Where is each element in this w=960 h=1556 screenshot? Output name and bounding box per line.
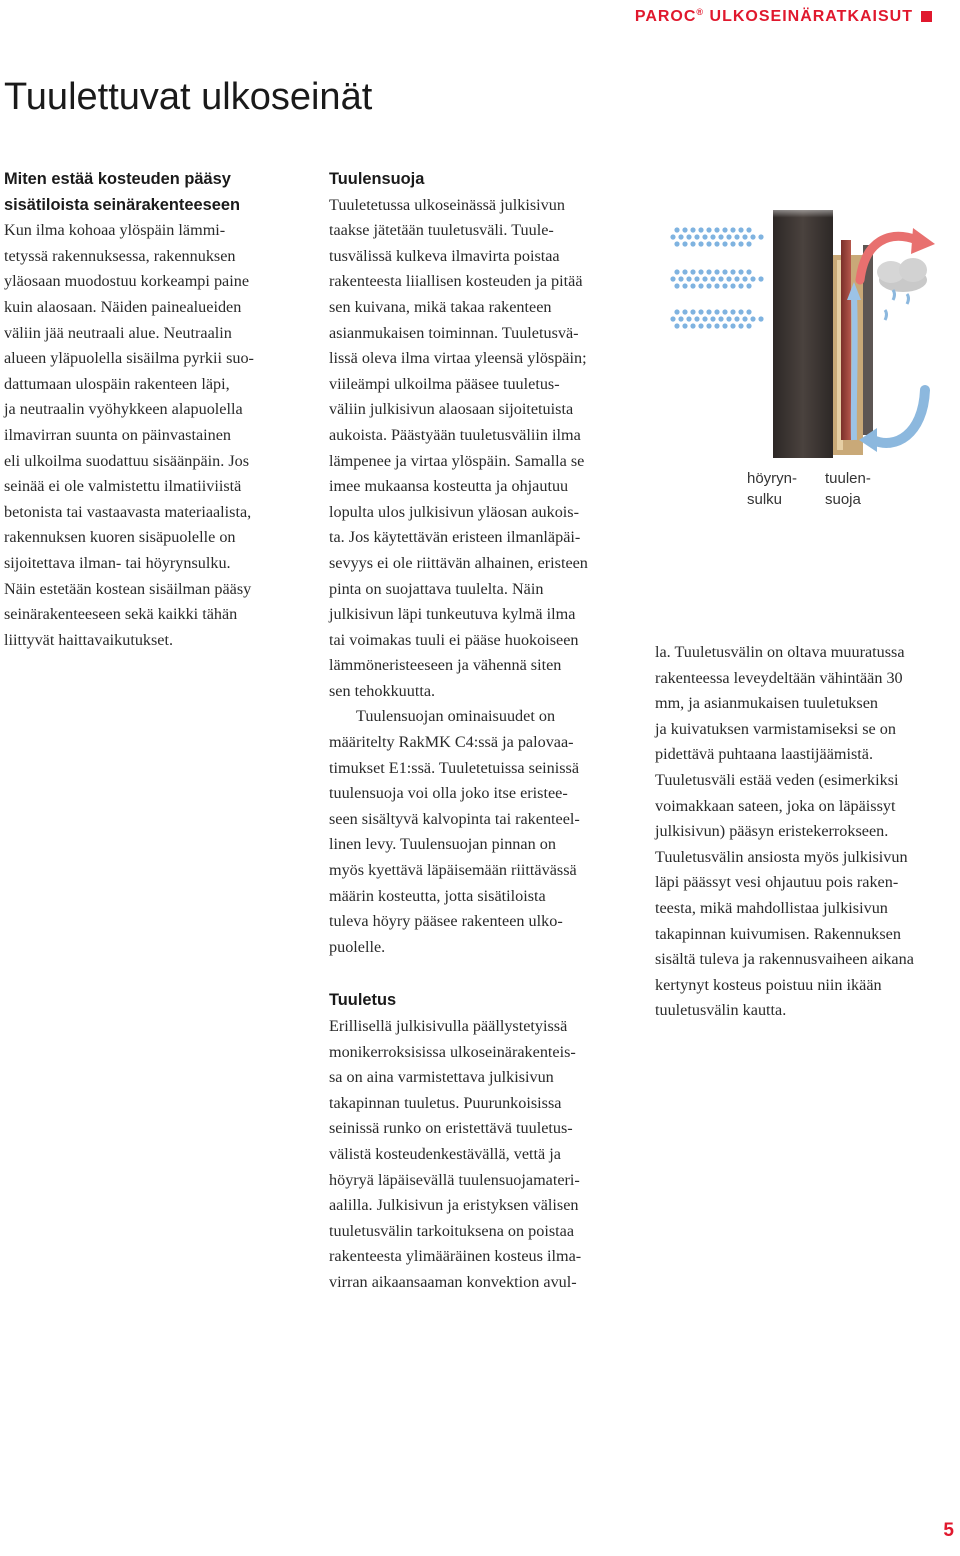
text-line: mm, ja asianmukaisen tuuletuksen	[655, 694, 878, 713]
section-heading-line-2: sisätiloista seinärakenteeseen	[4, 195, 240, 214]
text-line: virran aikaansaaman konvektion avul-	[329, 1272, 577, 1291]
text-line: myös kyettävä läpäisemään riittävässä	[329, 861, 577, 880]
text-line: timukset E1:ssä. Tuuletetuissa seinissä	[329, 758, 580, 777]
text-line: asianmukaisen toiminnan. Tuuletusvä-	[329, 323, 579, 342]
column-2	[329, 167, 629, 1296]
tuuletus-paragraph	[329, 1014, 629, 1296]
text-line: imee mukaansa kosteutta ja ohjautuu	[329, 477, 569, 496]
text-line: dattumaan ulospäin rakenteen läpi,	[4, 374, 230, 393]
text-line: lämmöneristeeseen ja vähennä siten	[329, 656, 562, 675]
text-line: linen levy. Tuulensuojan pinnan on	[329, 835, 556, 854]
red-square-icon	[921, 11, 932, 22]
page-header	[635, 0, 932, 24]
text-line: seen sisältyvä kalvopinta tai rakenteel-	[329, 809, 580, 828]
text-line: tusvälissä kulkeva ilmavirta poistaa	[329, 246, 560, 265]
text-line: teesta, mikä mahdollistaa julkisivun	[655, 898, 888, 917]
text-line: ja neutraalin vyöhykkeen alapuolella	[4, 400, 243, 419]
text-line: Tuulensuojan ominaisuudet on	[356, 707, 556, 726]
column-1	[4, 167, 299, 653]
text-line: sevyys ei ole riittävän alhainen, eristeen	[329, 553, 588, 572]
text-line: julkisivun) pääsyn eristekerrokseen.	[655, 822, 889, 841]
text-line: seinärakenteeseen sekä kaikki tähän	[4, 605, 238, 624]
wind-barrier-label: tuulen- suoja	[825, 470, 871, 508]
text-line: läpi päässyt vesi ohjautuu pois raken-	[655, 873, 899, 892]
text-line: kuin alaosaan. Näiden painealueiden	[4, 297, 242, 316]
text-line: lämpenee ja virtaa ylöspäin. Samalla se	[329, 451, 585, 470]
text-line: sa on aina varmistettava julkisivun	[329, 1068, 554, 1087]
text-line: tuuletusvälin tarkoituksena on poistaa	[329, 1221, 575, 1240]
text-line: eli ulkoilma suodattuu sisäänpäin. Jos	[4, 451, 250, 470]
text-line: Kun ilma kohoaa ylöspäin lämmi-	[4, 221, 226, 240]
text-line: Näin estetään kostean sisäilman pääsy	[4, 579, 252, 598]
text-line: määritelty RakMK C4:ssä ja palovaa-	[329, 733, 574, 752]
text-line: sen tehokkuutta.	[329, 681, 436, 700]
section-name: ULKOSEINÄRATKAISUT	[709, 8, 913, 25]
text-line: seinissä runko on eristettävä tuuletus-	[329, 1119, 573, 1138]
text-line: rakenteesta liiallisen kosteuden ja pitää	[329, 272, 583, 291]
text-line: väliin jää neutraali alue. Neutraalin	[4, 323, 232, 342]
text-line: sijoitettava ilman- tai höyrynsulku.	[4, 553, 231, 572]
text-line: la. Tuuletusvälin on oltava muuratussa	[655, 643, 905, 661]
text-line: ta. Jos käytettävän eristeen ilmanläpäi-	[329, 528, 581, 547]
text-line: tuuletusvälin kautta.	[655, 1001, 787, 1020]
text-line: sen kuivana, mikä takaa rakenteen	[329, 297, 552, 316]
text-line: lopulta ulos julkisivun yläosan aukois-	[329, 502, 579, 521]
text-line: Tuuletusvälin ansiosta myös julkisivun	[655, 847, 908, 866]
section-body	[4, 218, 299, 653]
tuulensuoja-paragraph-1	[329, 193, 629, 705]
text-line: Tuuletetussa ulkoseinässä julkisivun	[329, 195, 565, 214]
text-line: pidettävä puhtaana laastijäämistä.	[655, 745, 873, 764]
text-line: aalilla. Julkisivun ja eristyksen välisen	[329, 1196, 579, 1215]
text-line: rakenteesta ylimääräinen kosteus ilma-	[329, 1247, 582, 1266]
text-line: julkisivun läpi tunkeutuva kylmä ilma	[329, 605, 576, 624]
text-line: rakennuksen kuoren sisäpuolelle on	[4, 528, 236, 547]
text-line: tuleva höyry pääsee rakenteen ulko-	[329, 912, 563, 931]
text-line: väliin julkisivun alaosaan sijoitetuista	[329, 400, 574, 419]
text-line: höyryä läpäisevällä tuulensuojamateri-	[329, 1170, 580, 1189]
text-line: rakenteessa leveydeltään vähintään 30	[655, 668, 903, 687]
page-title: Tuulettuvat ulkoseinät	[4, 76, 373, 118]
tuulensuoja-paragraph-2	[329, 704, 629, 960]
text-line: Erillisellä julkisivulla päällystetyissä	[329, 1017, 568, 1035]
text-line: monikerroksisissa ulkoseinärakenteis-	[329, 1042, 576, 1061]
section-heading: Miten estää kosteuden pääsy	[4, 170, 231, 188]
tuulensuoja-heading: Tuulensuoja	[329, 170, 425, 188]
text-line: liittyvät haittavaikutukset.	[4, 630, 174, 649]
text-line: tai voimakas tuuli ei pääse huokoiseen	[329, 630, 579, 649]
text-line: alueen yläpuolella sisäilma pyrkii suo-	[4, 349, 254, 368]
brand-name: PAROC	[634, 8, 697, 25]
text-line: tetyssä rakennuksessa, rakennuksen	[4, 246, 236, 265]
text-line: viileämpi ulkoilma pääsee tuuletus-	[329, 374, 560, 393]
tuuletus-heading: Tuuletus	[329, 991, 397, 1010]
text-line: välistä kosteudenkestävällä, vettä ja	[329, 1144, 561, 1163]
text-line: puolelle.	[329, 937, 386, 956]
text-line: Tuuletusväli estää veden (esimerkiksi	[655, 770, 899, 789]
text-line: voimakkaan sateen, joka on läpäissyt	[655, 796, 896, 815]
text-line: betonista tai vastaavasta materiaalista,	[4, 502, 252, 521]
text-line: seinää ei ole valmistettu ilmatiiviistä	[4, 477, 242, 496]
wind-dots-icon	[670, 227, 763, 328]
page-number: 5	[943, 1520, 954, 1541]
text-line: ilmavirran suunta on päinvastainen	[4, 425, 232, 444]
text-line: pinta on suojattava tuulelta. Näin	[329, 579, 544, 598]
text-line: sisältä tuleva ja rakennusvaiheen aikana	[655, 950, 914, 969]
text-line: ja kuivatuksen varmistamiseksi se on	[655, 719, 896, 738]
vapour-barrier-label: höyryn- sulku	[747, 470, 798, 508]
text-line: takapinnan tuuletus. Puurunkoisissa	[329, 1093, 562, 1112]
text-line: määrin kosteutta, jotta sisätiloista	[329, 886, 546, 905]
text-line: lissä oleva ilma virtaa yleensä ylöspäin;	[329, 349, 587, 368]
column-3	[655, 640, 955, 1024]
airflow-up-icon	[854, 295, 855, 440]
text-line: tuulensuoja voi olla joko itse eristee-	[329, 784, 568, 803]
text-line: kertynyt kosteus poistuu niin ikään	[655, 975, 882, 994]
rain-cloud-icon	[877, 258, 927, 320]
text-line: aukoista. Päästyään tuuletusväliin ilma	[329, 425, 581, 444]
wall-diagram	[655, 200, 955, 520]
intake-arrow-icon	[873, 390, 925, 443]
text-line: yläosaan muodostuu korkeampi paine	[4, 272, 250, 291]
registered-mark: ®	[696, 7, 705, 17]
ventilated-wall-illustration	[655, 200, 955, 520]
text-line: takapinnan kuivumisen. Rakennuksen	[655, 924, 901, 943]
tuuletus-paragraph-continued	[655, 640, 955, 1024]
text-line: taakse jätetään tuuletusväli. Tuule-	[329, 221, 554, 240]
